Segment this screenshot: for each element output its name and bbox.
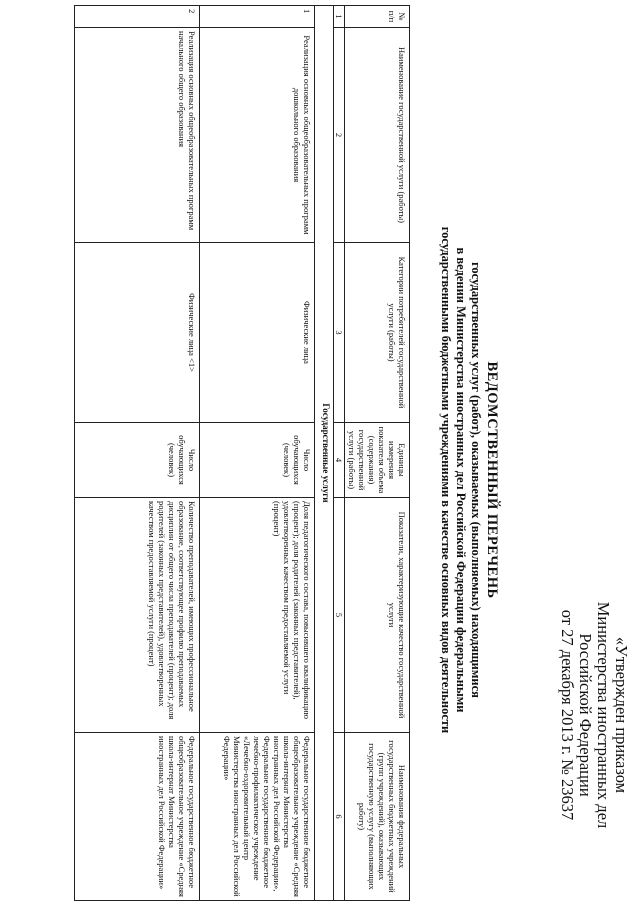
header-unit: Единицы измерения показателя объема (содержания) государственной услуги (работы) — [345, 423, 410, 498]
column-number: 3 — [334, 243, 345, 423]
column-number: 1 — [334, 6, 345, 28]
header-quality: Показатели, характеризующие качество государственной услуги — [345, 498, 410, 733]
row-quality: Количество преподавателей, имеющих профессиональное образование, соответствующее профилю преподаваемых дисциплин от общего числа преподавателей (процент); доля родителей (законных представителей), удовлетворенных качеством предоставляемой услуги (процент) — [75, 498, 200, 733]
column-number-row — [334, 6, 345, 901]
header-consumers: Категории потребителей государственной услуги (работы) — [345, 243, 410, 423]
row-unit: Число обучающихся (человек) — [200, 423, 315, 498]
row-num: 1 — [200, 6, 315, 28]
services-table — [74, 5, 410, 901]
approval-stamp — [558, 540, 630, 890]
document-title: ВЕДОМСТВЕННЫЙ ПЕРЕЧЕНЬ — [484, 361, 500, 599]
column-number: 6 — [334, 733, 345, 901]
row-institutions: Федеральное государственное бюджетное общеобразовательное учреждение «Средняя школа-интернат Министерства иностранных дел Российской Федерации», Федеральное государственное бюджетное лечебно-профилактическое учреждение «Лечебно-оздоровительный центр Министерства иностранных дел Российской Федерации» — [200, 733, 315, 901]
row-service: Реализация основных общеобразовательных программ дошкольного образования — [200, 28, 315, 243]
row-unit: Число обучающихся (человек) — [75, 423, 200, 498]
row-num: 2 — [75, 6, 200, 28]
approval-line-2: Министерства иностранных дел — [594, 601, 613, 829]
row-institutions: Федеральное государственное бюджетное общеобразовательное учреждение «Средняя школа-интернат Министерства иностранных дел Российской Федерации» — [75, 733, 200, 901]
column-number: 4 — [334, 423, 345, 498]
row-service: Реализация основных общеобразовательных программ начального общего образования — [75, 28, 200, 243]
row-consumers: Физические лица <1> — [75, 243, 200, 423]
table-row — [200, 6, 315, 901]
row-quality: Доля педагогического состава, повысившего квалификацию (процент); доля родителей (законных представителей), удовлетворенных качеством предоставляемой услуги (процент) — [200, 498, 315, 733]
row-consumers: Физические лица — [200, 243, 315, 423]
approval-line-4: от 27 декабря 2013 г. № 23637 — [558, 609, 577, 821]
column-number: 5 — [334, 498, 345, 733]
approval-line-1: «Утвержден приказом — [612, 636, 631, 794]
section-title: Государственные услуги — [315, 6, 334, 901]
column-number: 2 — [334, 28, 345, 243]
section-row — [315, 6, 334, 901]
header-num: № п/п — [345, 6, 410, 28]
approval-line-3: Российской Федерации — [576, 633, 595, 797]
table-row — [75, 6, 200, 901]
header-institutions: Наименования федеральных государственных бюджетных учреждений (групп учреждений), оказывающих государственную услугу (выполняющих работу) — [345, 733, 410, 901]
heading-line-2: в ведении Министерства иностранных дел Российской Федерации федеральными — [454, 247, 468, 713]
header-service: Наименование государственной услуги (работы) — [345, 28, 410, 243]
table-header-row — [345, 6, 410, 901]
heading-line-1: государственных услуг (работ), оказываемых (выполняемых) находящимися — [469, 262, 483, 698]
document-heading — [438, 100, 500, 860]
heading-line-3: государственными бюджетными учреждениями в качестве основных видов деятельности — [439, 226, 453, 734]
